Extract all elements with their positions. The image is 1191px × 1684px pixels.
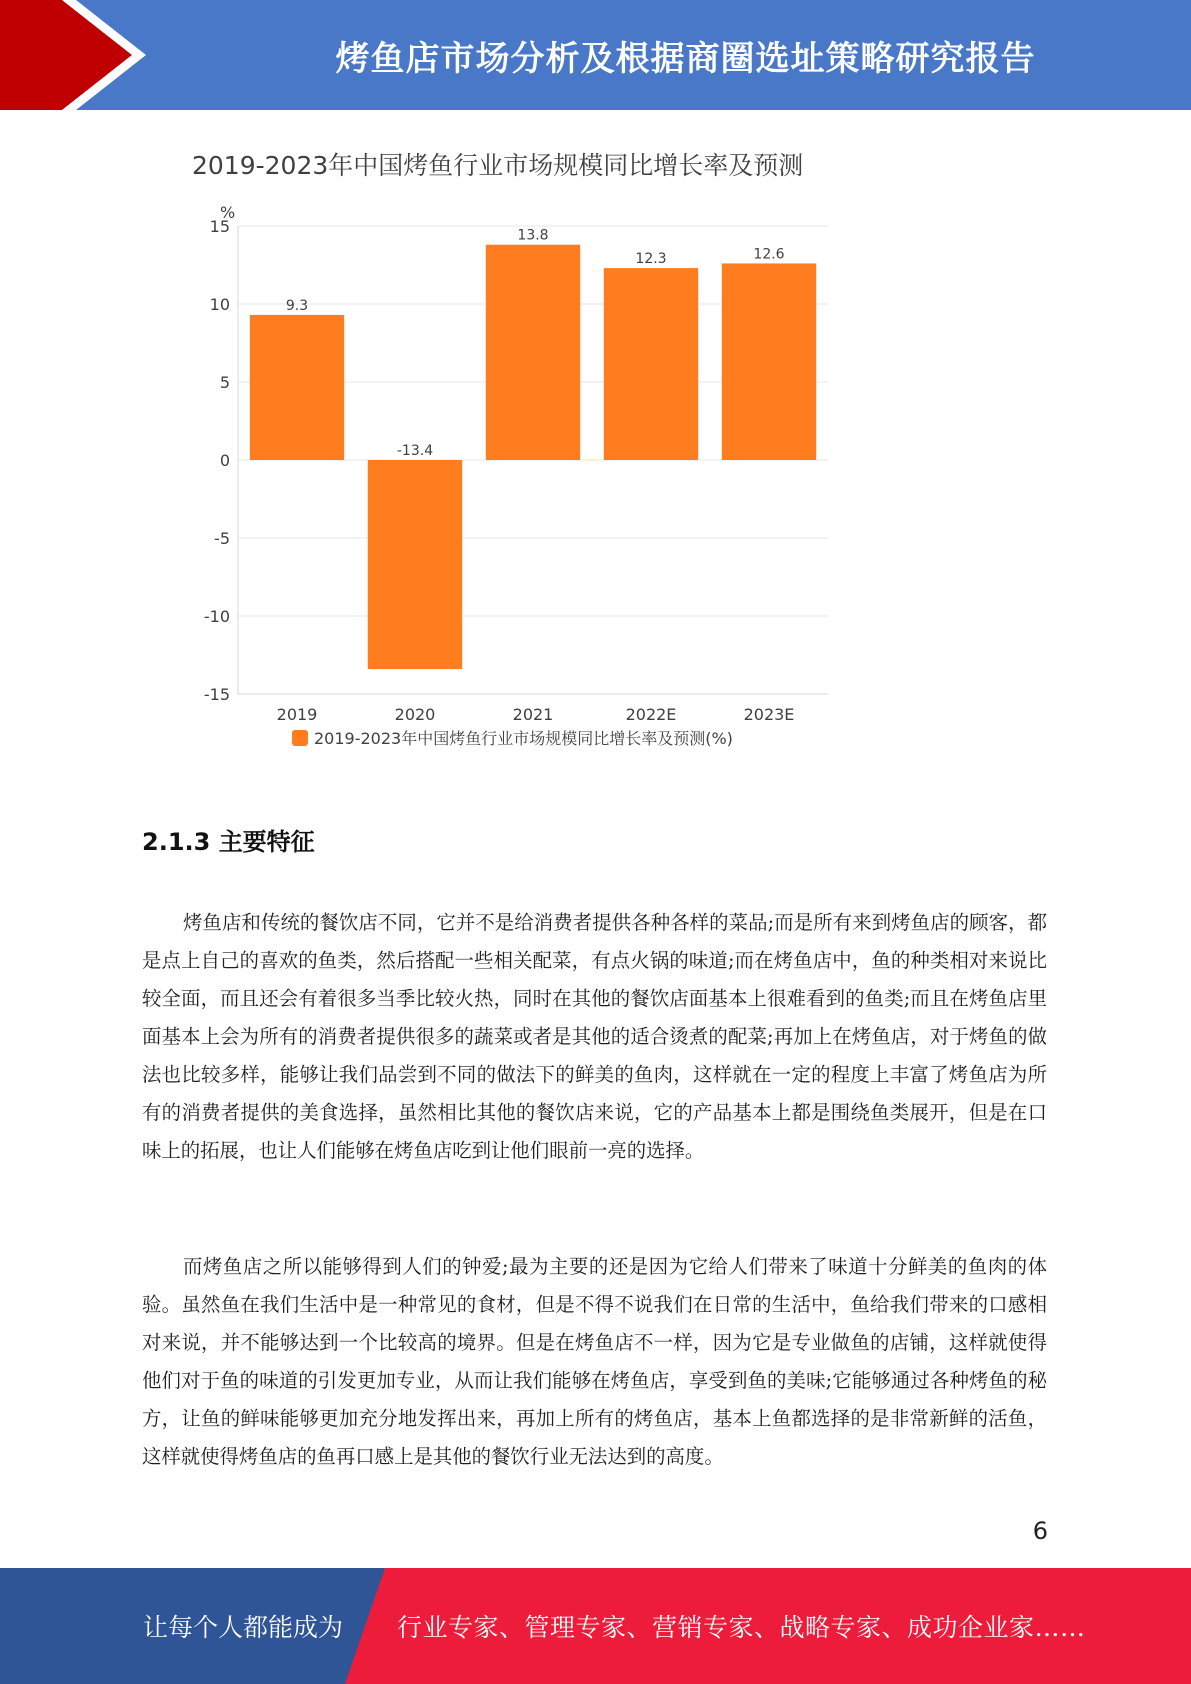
data-label: -13.4	[396, 443, 434, 459]
legend-label: 2019-2023年中国烤鱼行业市场规模同比增长率及预测(%)	[314, 729, 733, 748]
growth-rate-chart	[180, 140, 880, 760]
x-tick-label: 2020	[394, 705, 436, 724]
bar	[722, 263, 816, 460]
x-tick-label: 2022E	[625, 705, 677, 724]
data-label: 12.6	[753, 246, 785, 263]
x-tick-label: 2019	[276, 705, 318, 724]
data-label: 12.3	[635, 251, 667, 268]
bar	[604, 268, 698, 460]
y-tick-label: 15	[209, 217, 230, 236]
y-unit-label: %	[220, 203, 236, 222]
data-label: 13.8	[517, 227, 549, 244]
bar	[486, 245, 580, 460]
page-number: 6	[1032, 1517, 1048, 1545]
paragraph: 而烤鱼店之所以能够得到人们的钟爱;最为主要的还是因为它给人们带来了味道十分鲜美的鱼肉的体验。虽然鱼在我们生活中是一种常见的食材，但是不得不说我们在日常的生活中，鱼给我们带来的口感相对来说，并不能够达到一个比较高的境界。但是在烤鱼店不一样，因为它是专业做鱼的店铺，这样就使得他们对于鱼的味道的引发更加专业，从而让我们能够在烤鱼店，享受到鱼的美味;它能够通过各种烤鱼的秘方，让鱼的鲜味能够更加充分地发挥出来，再加上所有的烤鱼店，基本上鱼都选择的是非常新鲜的活鱼，这样就使得烤鱼店的鱼再口感上是其他的餐饮行业无法达到的高度。	[142, 1255, 1047, 1468]
y-tick-label: -15	[203, 685, 230, 704]
footer-banner	[0, 1568, 1191, 1684]
x-tick-label: 2021	[512, 705, 554, 724]
y-tick-label: 10	[209, 295, 230, 314]
section-heading: 2.1.3 主要特征	[142, 828, 315, 856]
paragraph: 烤鱼店和传统的餐饮店不同，它并不是给消费者提供各种各样的菜品;而是所有来到烤鱼店的顾客，都是点上自己的喜欢的鱼类，然后搭配一些相关配菜，有点火锅的味道;而在烤鱼店中，鱼的种类相对来说比较全面，而且还会有着很多当季比较火热，同时在其他的餐饮店面基本上很难看到的鱼类;而且在烤鱼店里面基本上会为所有的消费者提供很多的蔬菜或者是其他的适合烫煮的配菜;再加上在烤鱼店，对于烤鱼的做法也比较多样，能够让我们品尝到不同的做法下的鲜美的鱼肉，这样就在一定的程度上丰富了烤鱼店为所有的消费者提供的美食选择，虽然相比其他的餐饮店来说，它的产品基本上都是围绕鱼类展开，但是在口味上的拓展，也让人们能够在烤鱼店吃到让他们眼前一亮的选择。	[142, 911, 1047, 1162]
y-tick-label: 5	[219, 373, 230, 392]
report-title: 烤鱼店市场分析及根据商圈选址策略研究报告	[335, 38, 1036, 79]
chart-title: 2019-2023年中国烤鱼行业市场规模同比增长率及预测	[192, 151, 804, 180]
y-tick-label: -10	[203, 607, 230, 626]
y-tick-label: 0	[219, 451, 230, 470]
y-tick-label: -5	[214, 529, 230, 548]
x-tick-label: 2023E	[743, 705, 795, 724]
data-label: 9.3	[285, 297, 309, 314]
chevron-arrow-icon	[0, 0, 160, 110]
chart-canvas	[180, 140, 880, 760]
header-banner	[0, 0, 1191, 110]
bar	[368, 460, 462, 669]
bar	[250, 315, 344, 460]
footer-roles: 行业专家、管理专家、营销专家、战略专家、成功企业家……	[397, 1613, 1086, 1642]
footer-slogan: 让每个人都能成为	[143, 1613, 344, 1642]
legend-swatch	[292, 730, 308, 746]
